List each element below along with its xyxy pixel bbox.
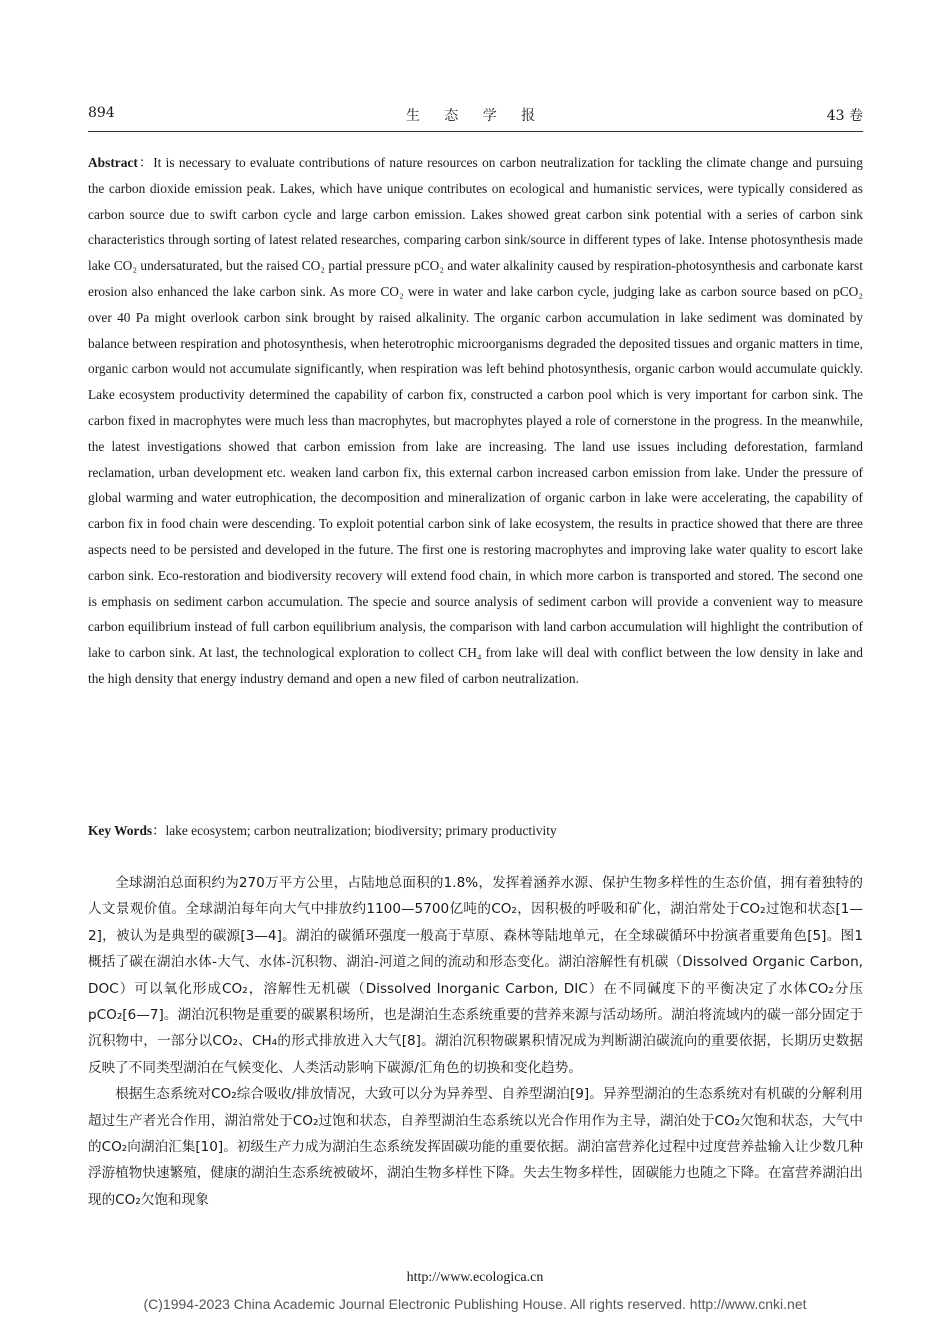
paragraph-1: 全球湖泊总面积约为270万平方公里，占陆地总面积的1.8%，发挥着涵养水源、保护生物多样性的生态价值，拥有着独特的人文景观价值。全球湖泊每年向大气中排放约1100—5700亿吨的CO₂，因积极的呼吸和矿化，湖泊常处于CO₂过饱和状态[1—2]，被认为是典型的碳源[3—4]。湖泊的碳循环强度一般高于草原、森林等陆地单元，在全球碳循环中扮演者重要角色[5]。图1概括了碳在湖泊水体-大气、水体-沉积物、湖泊-河道之间的流动和形态变化。湖泊溶解性有机碳（Dissolved Organic Carbon, DOC）可以氧化形成CO₂，溶解性无机碳（Dissolved Inorganic Carbon, DIC）在不同碱度下的平衡决定了水体CO₂分压pCO₂[6—7]。湖泊沉积物是重要的碳累积场所，也是湖泊生态系统重要的营养来源与活动场所。湖泊将流域内的碳一部分固定于沉积物中，一部分以CO₂、CH₄的形式排放进入大气[8]。湖泊沉积物碳累积情况成为判断湖泊碳流向的重要依据，长期历史数据反映了不同类型湖泊在气候变化、人类活动影响下碳源/汇角色的切换和变化趋势。	[88, 875, 863, 1076]
keywords-label: Key Words	[88, 823, 153, 838]
abstract-label: Abstract	[88, 155, 138, 170]
paragraph-2: 根据生态系统对CO₂综合吸收/排放情况，大致可以分为异养型、自养型湖泊[9]。异养型湖泊的生态系统对有机碳的分解利用超过生产者光合作用，湖泊常处于CO₂过饱和状态，自养型湖泊生态系统以光合作用作为主导，湖泊处于CO₂欠饱和状态，大气中的CO₂向湖泊汇集[10]。初级生产力成为湖泊生态系统发挥固碳功能的重要依据。湖泊富营养化过程中过度营养盐输入让少数几种浮游植物快速繁殖，健康的湖泊生态系统被破坏，湖泊生物多样性下降。失去生物多样性，固碳能力也随之下降。在富营养湖泊出现的CO₂欠饱和现象	[88, 1086, 863, 1208]
abstract-sep: ：	[137, 155, 154, 170]
journal-url[interactable]: http://www.ecologica.cn	[406, 1270, 544, 1285]
header-rule	[88, 131, 863, 132]
keywords	[88, 820, 863, 839]
page-number: 894	[88, 105, 115, 121]
keywords-text: lake ecosystem; carbon neutralization; biodiversity; primary productivity	[165, 823, 557, 838]
keywords-sep: ：	[152, 823, 166, 838]
running-header	[88, 105, 863, 129]
volume-label: 43 卷	[826, 108, 863, 124]
copyright-line: (C)1994-2023 China Academic Journal Electronic Publishing House. All rights reserved. http://www.cnki.net	[143, 1296, 807, 1312]
abstract	[88, 150, 863, 692]
body-text	[88, 870, 863, 1213]
abstract-text: It is necessary to evaluate contributions of nature resources on carbon neutralization for tackling the climate change and pursuing the carbon dioxide emission peak. Lakes, which have unique contributes on ecological and humanistic services, were typically considered as carbon source due to swift carbon cycle and large carbon emission. Lakes showed great carbon sink potential with a series of carbon sink characteristics through sorting of latest related researches, comparing carbon sink/source in different types of lake. Intense photosynthesis made lake CO₂ undersaturated, but the raised CO₂ partial pressure pCO₂ and water alkalinity caused by respiration-photosynthesis and carbonate karst erosion also enhanced the lake carbon sink. As more CO₂ were in water and lake carbon cycle, judging lake as carbon source based on pCO₂ over 40 Pa might overlook carbon sink brought by raised alkalinity. The organic carbon accumulation in lake sediment was dominated by balance between respiration and photosynthesis, when heterotrophic microorganisms degraded the deposited tissues and organic matters in time, organic carbon would not accumulate significantly, when respiration was left behind photosynthesis, organic carbon would accumulate quickly. Lake ecosystem productivity determined the capability of carbon fix, constructed a carbon pool which is very important for carbon sink. The carbon fixed in macrophytes were much less than macrophytes, but macrophytes played a role of cornerstone in the progress. In the meanwhile, the latest investigations showed that carbon emission from lake are increasing. The land use issues including deforestation, farmland reclamation, urban development etc. weaken land carbon fix, this external carbon increased carbon emission from lake. Under the pressure of global warming and water eutrophication, the decomposition and mineralization of organic carbon in lake were accelerating, the capability of carbon fix in food chain were descending. To exploit potential carbon sink of lake ecosystem, the results in practice showed that there are three aspects need to be persisted and developed in the future. The first one is restoring macrophytes and improving lake water quality to escort lake carbon sink. Eco-restoration and biodiversity recovery will extend food chain, in which more carbon is transported and stored. The second one is emphasis on sediment carbon accumulation. The specie and source analysis of sediment carbon will provide a convenient way to measure carbon equilibrium instead of full carbon equilibrium analysis, the comparison with land carbon accumulation will highlight the contribution of lake to carbon sink. At last, the technological exploration to collect CH₄ from lake will deal with conflict between the low density in lake and the high density that energy industry demand and open a new filed of carbon neutralization.	[88, 155, 863, 686]
journal-name: 生 态 学 报	[405, 108, 546, 124]
